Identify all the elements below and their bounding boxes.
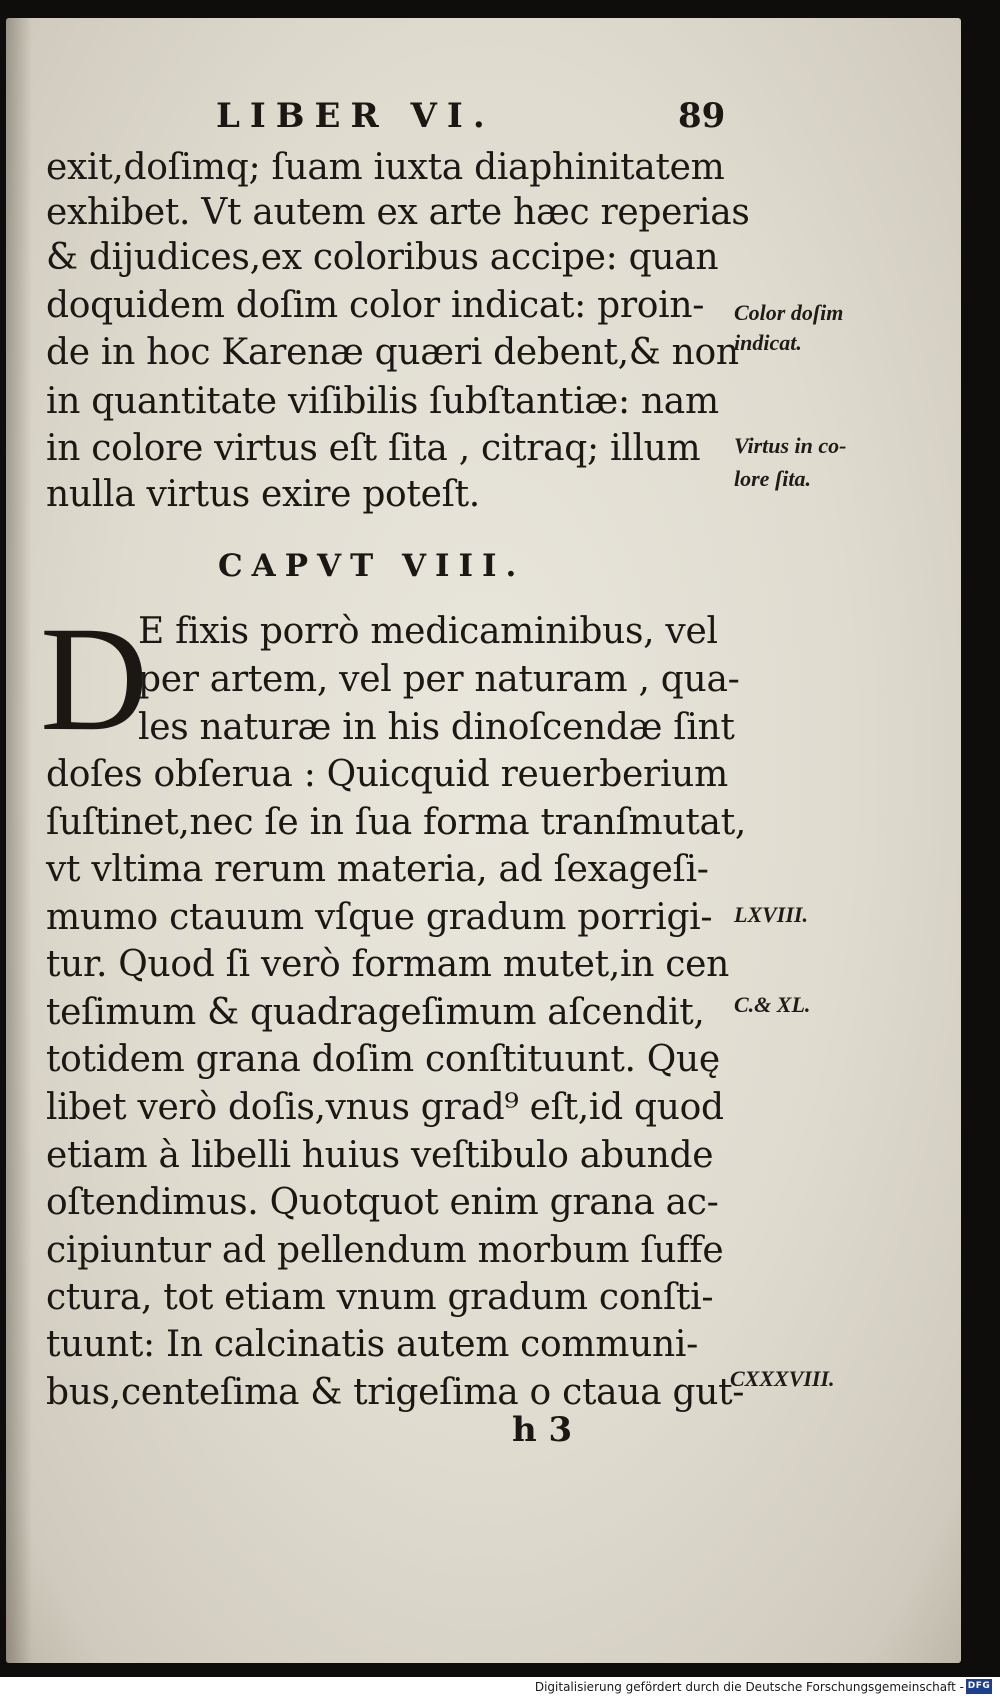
text-line: libet verò doſis,vnus grad⁹ eſt,id quod <box>46 1087 724 1128</box>
text-line: de in hoc Karenæ quæri debent,& non <box>46 332 739 373</box>
text-line: nulla virtus exire poteſt. <box>46 474 480 515</box>
text-line: exit,doſimq; ſuam iuxta diaphinitatem <box>46 147 725 188</box>
drop-cap: D <box>40 596 149 762</box>
text-line: teſimum & quadrageſimum aſcendit, <box>46 992 705 1033</box>
text-line: & dijudices,ex coloribus accipe: quan <box>46 237 719 278</box>
text-line: exhibet. Vt autem ex arte hæc reperias <box>46 192 750 233</box>
text-line: mumo ctauum vſque gradum porrigi- <box>46 897 713 938</box>
text-line: oſtendimus. Quotquot enim grana ac- <box>46 1182 719 1223</box>
text-line: ſuſtinet,nec ſe in ſua forma tranſmutat, <box>46 802 747 843</box>
text-line: per artem, vel per naturam , qua- <box>138 659 740 700</box>
text-line: vt vltima rerum materia, ad ſexageſi- <box>46 849 709 890</box>
gutter-shadow <box>6 18 32 1663</box>
digitization-credit: Digitalisierung gefördert durch die Deutsche Forschungsgemeinschaft - <box>534 1680 964 1694</box>
text-line: in colore virtus eſt ſita , citraq; illum <box>46 428 701 469</box>
text-line: E fixis porrò medicaminibus, vel <box>138 611 718 652</box>
text-line: les naturæ in his dinoſcendæ ſint <box>138 707 735 748</box>
text-line: ctura, tot etiam vnum gradum conſti- <box>46 1277 714 1318</box>
text-line: tuunt: In calcinatis autem communi- <box>46 1324 698 1365</box>
text-line: doſes obſerua : Quicquid reuerberium <box>46 754 728 795</box>
margin-note: lore ſita. <box>734 466 811 491</box>
text-line: bus,centeſima & trigeſima o ctaua gut- <box>46 1372 745 1413</box>
margin-note: Virtus in co- <box>734 433 847 458</box>
margin-note: C.& XL. <box>734 992 811 1017</box>
running-title: LIBER VI. <box>216 96 495 136</box>
margin-note: indicat. <box>734 330 802 355</box>
text-line: tur. Quod ſi verò formam mutet,in cen <box>46 944 729 985</box>
page-number: 89 <box>678 96 726 136</box>
dfg-logo: DFG <box>966 1679 992 1694</box>
text-line: in quantitate viſibilis ſubſtantiæ: nam <box>46 381 719 422</box>
text-line: cipiuntur ad pellendum morbum ſuffe <box>46 1230 724 1271</box>
margin-note: CXXXVIII. <box>730 1366 835 1391</box>
chapter-heading: CAPVT VIII. <box>218 548 526 584</box>
text-line: totidem grana doſim conſtituunt. Quę <box>46 1039 720 1080</box>
signature-mark: h 3 <box>512 1410 573 1450</box>
margin-note: Color doſim <box>734 300 844 325</box>
text-line: etiam à libelli huius veſtibulo abunde <box>46 1135 714 1176</box>
margin-note: LXVIII. <box>734 902 808 927</box>
text-line: doquidem doſim color indicat: proin- <box>46 285 705 326</box>
